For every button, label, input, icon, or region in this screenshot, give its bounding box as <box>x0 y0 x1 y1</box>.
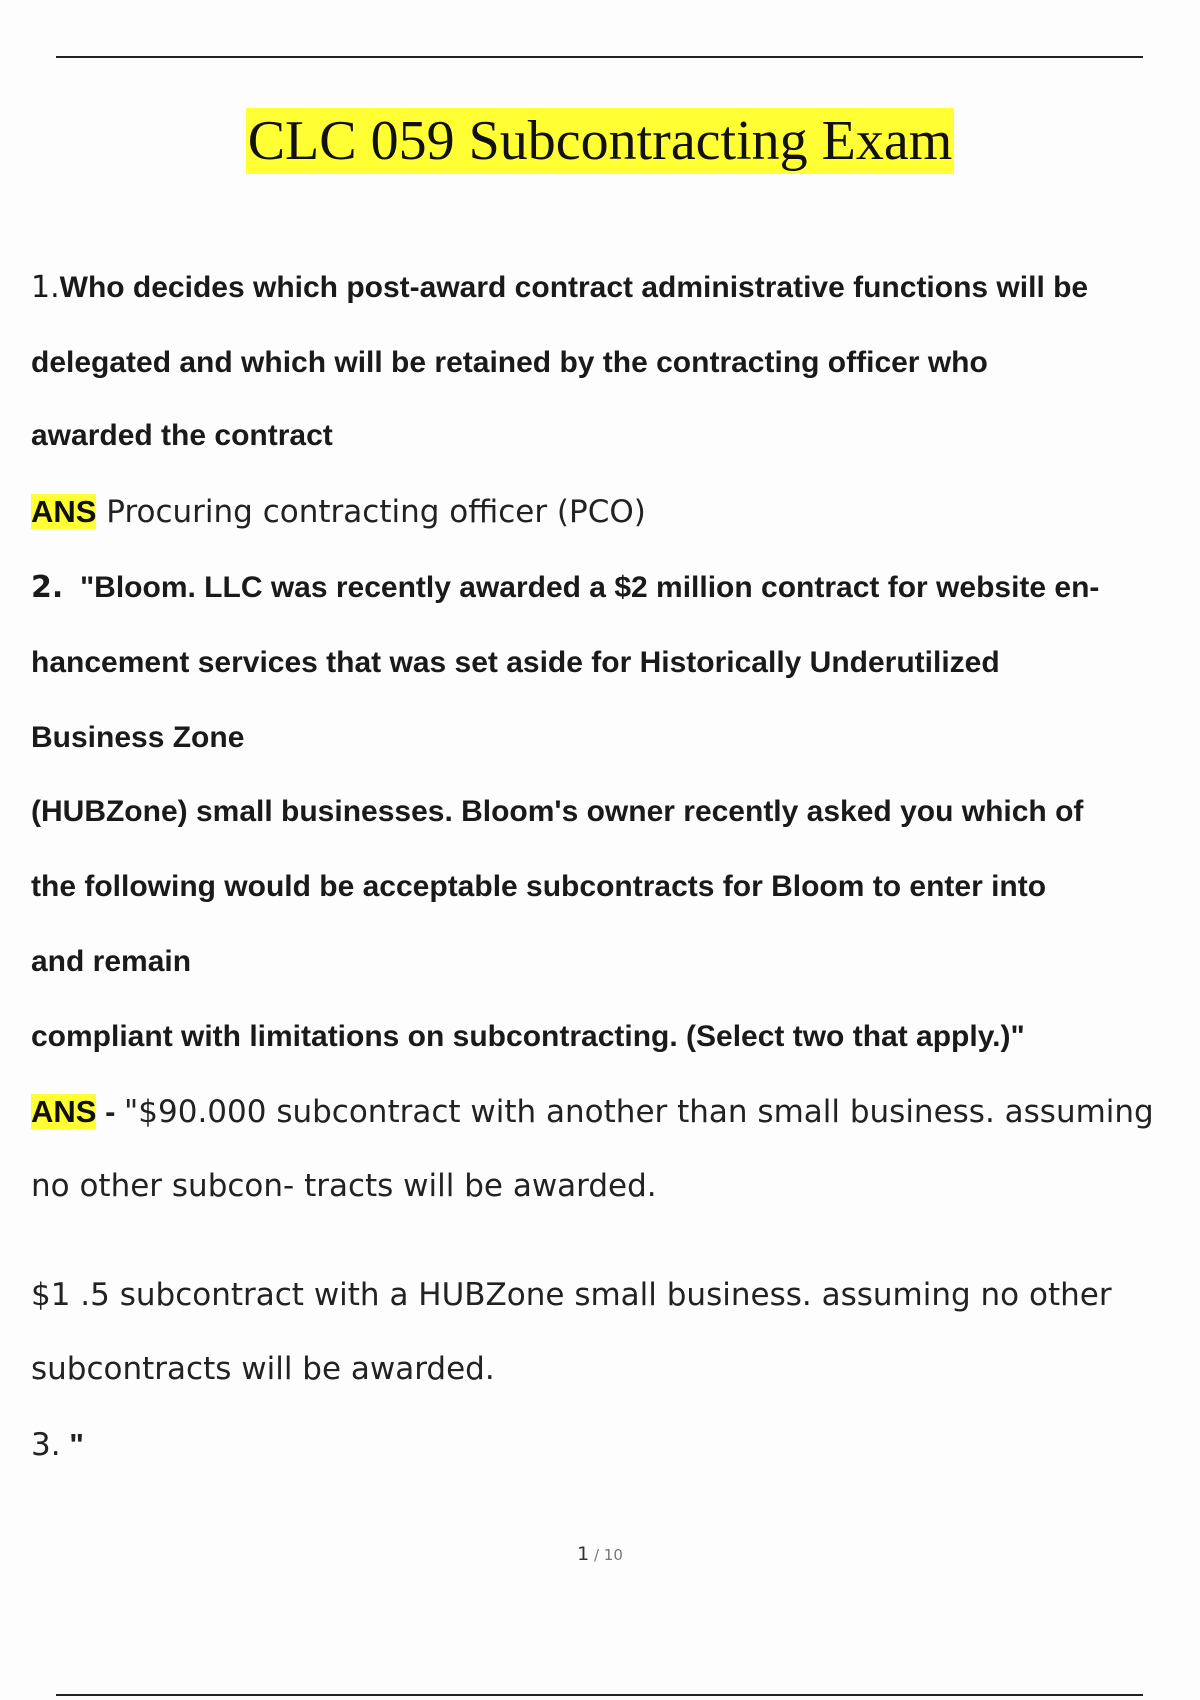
q1-answer <box>31 494 646 530</box>
q2-answer-line-4: subcontracts will be awarded. <box>31 1351 495 1387</box>
q1-line-3: awarded the contract <box>31 419 333 452</box>
q1-ans-label: ANS <box>31 494 97 529</box>
bottom-rule <box>56 1694 1143 1696</box>
q2-answer-line-3: $1 .5 subcontract with a HUBZone small business. assuming no other <box>31 1277 1112 1313</box>
q2-answer-line-1 <box>31 1094 1154 1130</box>
page-indicator <box>0 1543 1200 1565</box>
q2-ans-dash: - <box>96 1094 125 1129</box>
q2-line-7: compliant with limitations on subcontracting. (Select two that apply.)" <box>31 1020 1025 1053</box>
q3-text: " <box>60 1427 84 1462</box>
top-rule <box>56 56 1143 58</box>
page-current: 1 <box>577 1543 590 1565</box>
q3-number: 3. <box>31 1427 61 1463</box>
q3-line-1 <box>31 1427 84 1463</box>
q1-number: 1. <box>31 270 60 305</box>
q2-answer-text-1: "$90.000 subcontract with another than small business. assuming <box>124 1094 1154 1130</box>
q1-text-1: Who decides which post-award contract administrative functions will be <box>59 271 1089 304</box>
q1-answer-text: Procuring contracting officer (PCO) <box>96 494 646 530</box>
q2-line-3: Business Zone <box>31 721 245 754</box>
page-separator: / <box>589 1546 604 1564</box>
q2-text-1: "Bloom. LLC was recently awarded a $2 million contract for website en- <box>79 571 1100 604</box>
q2-number: 2. <box>31 570 64 605</box>
q2-line-5: the following would be acceptable subcontracts for Bloom to enter into <box>31 870 1047 903</box>
q2-line-2: hancement services that was set aside for Historically Underutilized <box>31 646 1000 679</box>
q2-line-1 <box>31 570 1099 605</box>
page-total: 10 <box>603 1546 623 1564</box>
q1-line-2: delegated and which will be retained by the contracting officer who <box>31 346 988 379</box>
q2-answer-line-2: no other subcon- tracts will be awarded. <box>31 1168 657 1204</box>
q2-line-4: (HUBZone) small businesses. Bloom's owner recently asked you which of <box>31 795 1084 828</box>
title-block <box>0 108 1200 174</box>
q1-line-1 <box>31 270 1088 305</box>
q2-ans-label: ANS <box>31 1094 97 1129</box>
document-title: CLC 059 Subcontracting Exam <box>247 110 953 172</box>
q2-line-6: and remain <box>31 945 192 978</box>
